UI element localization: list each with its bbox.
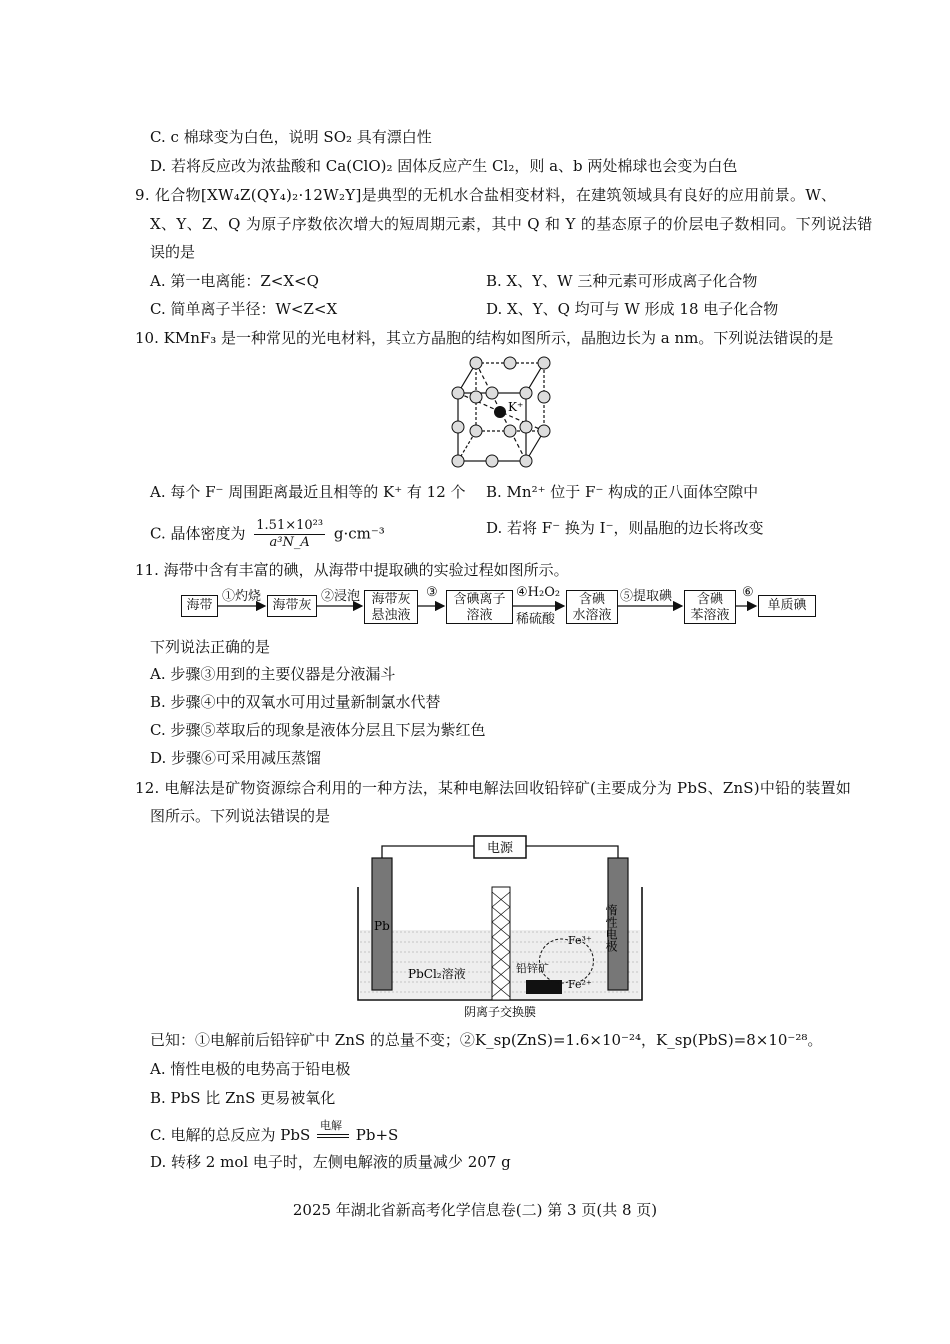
flow-arrow-label-4a: ④H₂O₂ bbox=[516, 585, 561, 600]
flow-box-iodide-solution: 含碘离子 溶液 bbox=[446, 590, 513, 624]
fe2-label: Fe²⁺ bbox=[568, 978, 592, 991]
fe3-label: Fe³⁺ bbox=[568, 934, 592, 947]
page-footer: 2025 年湖北省新高考化学信息卷(二) 第 3 页(共 8 页) bbox=[292, 1201, 658, 1219]
flow-arrows bbox=[0, 0, 950, 640]
power-supply-label: 电源 bbox=[486, 841, 514, 856]
q12-option-c bbox=[150, 1119, 399, 1145]
flow-arrow-label-2: ②浸泡 bbox=[321, 589, 361, 604]
membrane-label: 阴离子交换膜 bbox=[463, 1005, 537, 1019]
flow-box-seaweed-ash: 海带灰 bbox=[267, 595, 317, 617]
q8-option-c: C. c 棉球变为白色，说明 SO₂ 具有漂白性 bbox=[150, 128, 432, 146]
inert-electrode-label: 惰性电极 bbox=[604, 904, 618, 952]
q9-option-b: B. X、Y、W 三种元素可形成离子化合物 bbox=[486, 272, 758, 290]
pb-electrode-label: Pb bbox=[374, 919, 390, 933]
q10-option-d: D. 若将 F⁻ 换为 I⁻，则晶胞的边长将改变 bbox=[486, 519, 764, 537]
q11-stem: 11. 海带中含有丰富的碘，从海带中提取碘的实验过程如图所示。 bbox=[135, 561, 569, 579]
flow-box-seaweed: 海带 bbox=[181, 595, 218, 617]
flow-arrow-label-1: ①灼烧 bbox=[222, 589, 262, 604]
flow-box-benzene-iodine: 含碘 苯溶液 bbox=[684, 590, 736, 624]
q9-option-d: D. X、Y、Q 均可与 W 形成 18 电子化合物 bbox=[486, 300, 779, 318]
q9-option-c: C. 简单离子半径：W<Z<X bbox=[150, 300, 338, 318]
q12-stem-line2: 图所示。下列说法错误的是 bbox=[150, 807, 331, 825]
density-unit: g·cm⁻³ bbox=[333, 524, 385, 543]
electrolysis-apparatus bbox=[350, 832, 650, 1022]
ore-label: 铅锌矿 bbox=[516, 962, 549, 975]
q12-option-d: D. 转移 2 mol 电子时，左侧电解液的质量减少 207 g bbox=[150, 1153, 511, 1171]
density-numerator: 1.51×10²³ bbox=[256, 518, 324, 533]
left-solution-label: PbCl₂溶液 bbox=[408, 967, 466, 981]
flow-box-iodine: 单质碘 bbox=[758, 595, 816, 617]
q9-option-a: A. 第一电离能：Z<X<Q bbox=[150, 272, 319, 290]
q11-option-d: D. 步骤⑥可采用减压蒸馏 bbox=[150, 749, 322, 767]
flow-arrow-label-4b: 稀硫酸 bbox=[516, 612, 556, 627]
q12-stem-line1: 12. 电解法是矿物资源综合利用的一种方法，某种电解法回收铅锌矿(主要成分为 PbS、ZnS)中铅的装置如 bbox=[135, 779, 852, 797]
flow-arrow-label-6: ⑥ bbox=[742, 585, 754, 600]
flow-box-aqueous-iodine: 含碘 水溶液 bbox=[566, 590, 618, 624]
q12-option-c-prefix: C. 电解的总反应为 PbS bbox=[150, 1126, 311, 1144]
q9-stem-line1: 9. 化合物[XW₄Z(QY₄)₂·12W₂Y]是典型的无机水合盐相变材料，在建筑领域具有良好的应用前景。W、 bbox=[135, 186, 837, 204]
flow-arrow-label-5: ⑤提取碘 bbox=[620, 589, 673, 604]
q8-option-d: D. 若将反应改为浓盐酸和 Ca(ClO)₂ 固体反应产生 Cl₂，则 a、b 两处棉球也会变为白色 bbox=[150, 157, 738, 175]
q10-option-a: A. 每个 F⁻ 周围距离最近且相等的 K⁺ 有 12 个 bbox=[150, 483, 466, 501]
k-ion-label: K⁺ bbox=[508, 400, 524, 414]
flow-arrow-label-3: ③ bbox=[426, 585, 438, 600]
q11-option-c: C. 步骤⑤萃取后的现象是液体分层且下层为紫红色 bbox=[150, 721, 486, 739]
q9-stem-line2: X、Y、Z、Q 为原子序数依次增大的短周期元素，其中 Q 和 Y 的基态原子的价层电子数相同。下列说法错 bbox=[150, 215, 873, 233]
flow-box-suspension: 海带灰 悬浊液 bbox=[364, 590, 418, 624]
q10-stem: 10. KMnF₃ 是一种常见的光电材料，其立方晶胞的结构如图所示，晶胞边长为 a nm。下列说法错误的是 bbox=[135, 329, 834, 347]
density-denominator: a³N_A bbox=[269, 535, 310, 550]
q12-option-b: B. PbS 比 ZnS 更易被氧化 bbox=[150, 1089, 336, 1107]
q12-option-a: A. 惰性电极的电势高于铅电极 bbox=[150, 1060, 351, 1078]
q9-stem-line3: 误的是 bbox=[150, 243, 196, 261]
q10-option-b: B. Mn²⁺ 位于 F⁻ 构成的正八面体空隙中 bbox=[486, 483, 759, 501]
q11-lead: 下列说法正确的是 bbox=[150, 638, 271, 656]
q10-option-c-prefix: C. 晶体密度为 bbox=[150, 524, 246, 543]
q11-option-b: B. 步骤④中的双氧水可用过量新制氯水代替 bbox=[150, 693, 441, 711]
anion-exchange-membrane bbox=[492, 887, 510, 1000]
q12-option-c-suffix: Pb+S bbox=[355, 1126, 399, 1144]
electrolysis-condition: 电解 bbox=[320, 1119, 342, 1132]
q12-known-conditions: 已知：①电解前后铅锌矿中 ZnS 的总量不变；②K_sp(ZnS)=1.6×10⁻²⁴，K_sp(PbS)=8×10⁻²⁸。 bbox=[150, 1031, 823, 1049]
q11-option-a: A. 步骤③用到的主要仪器是分液漏斗 bbox=[150, 665, 396, 683]
